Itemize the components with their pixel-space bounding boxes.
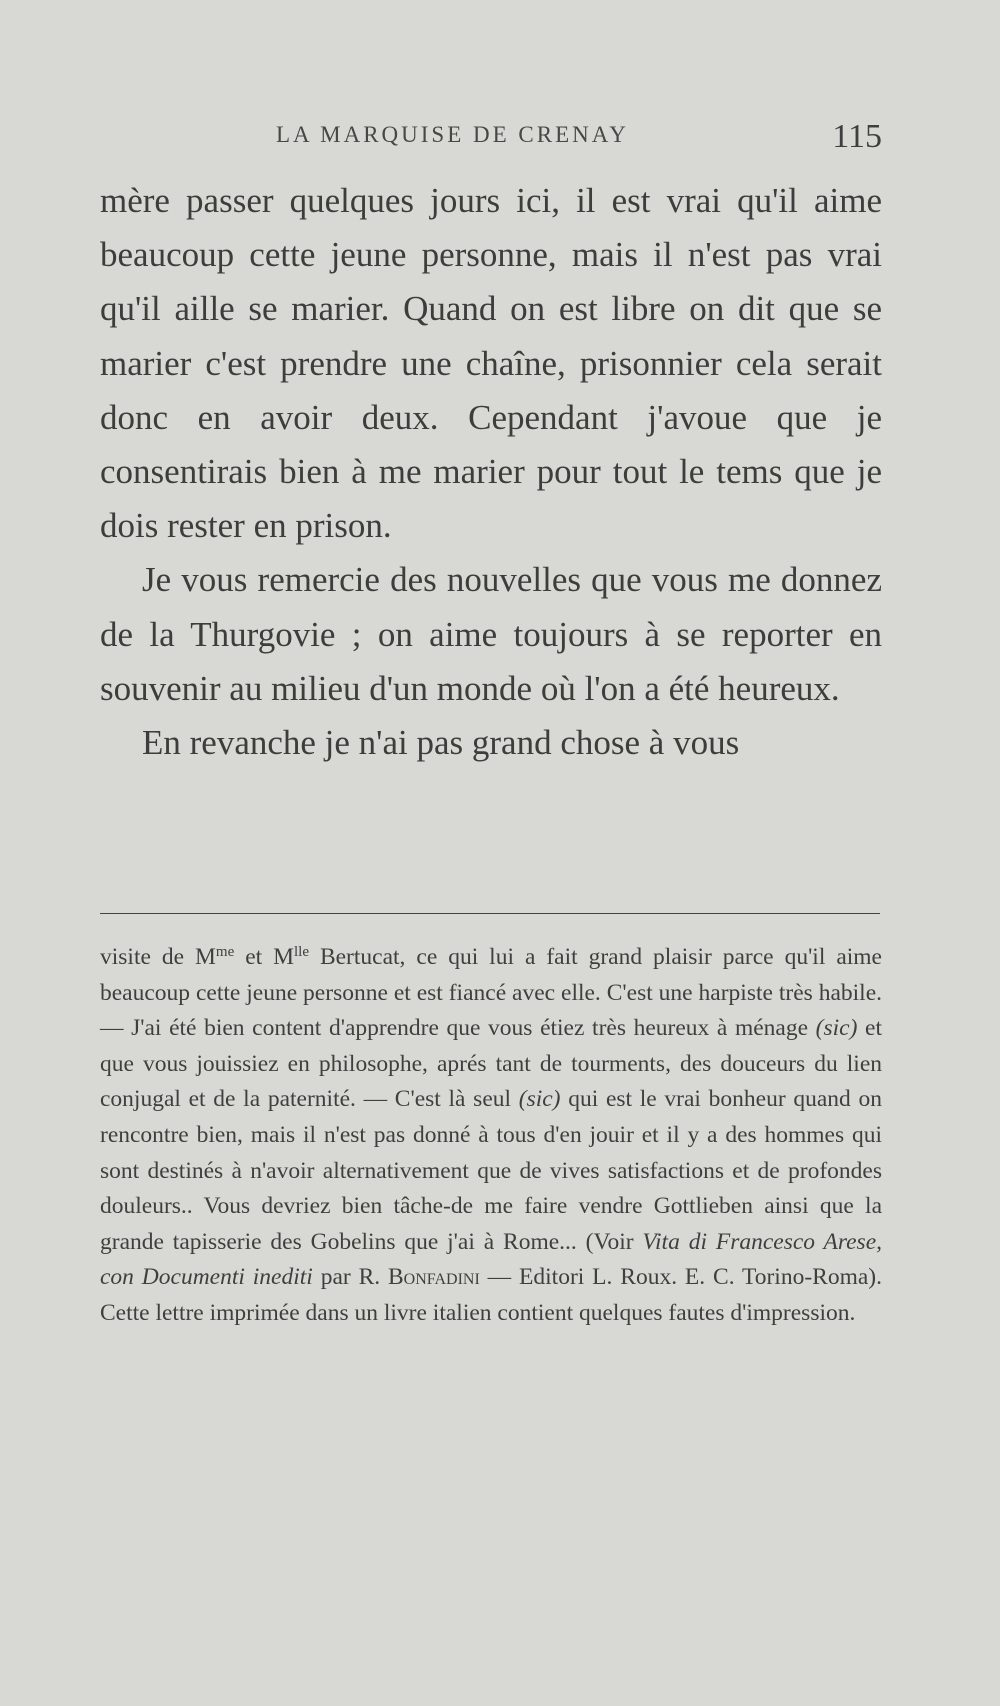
page-number: 115 [832,118,882,155]
superscript-me: me [215,944,235,960]
book-title: Vita di Francesco Arese, con Documenti inediti [100,1228,883,1291]
main-text [100,174,882,770]
footnote-segment: visite de M [100,944,216,970]
footnote-segment: qui est le vrai bonheur quand on rencontre bien, mais il n'est pas donné à tous d'en jouir et il y a des hommes qui sont destinés à n'avoir alternativement que de vives satisfactions et de profondes douleurs.. Vous devriez bien tâche-de me faire vendre Gottlieben ainsi que la grande tapisserie des Gobelins que j'ai à Rome... (Voir [100,1086,882,1255]
paragraph-revanche: En revanche je n'ai pas grand chose à vous [142,723,740,763]
superscript-lle: lle [294,944,309,960]
running-head-title: LA MARQUISE DE CRENAY [276,122,629,147]
paragraph-thurgovie: Je vous remercie des nouvelles que vous me donnez de la Thurgovie ; on aime toujours à se reporter en souvenir au milieu d'un monde où l'on a été heureux. [100,560,882,708]
paragraph-continued: mère passer quelques jours ici, il est vrai qu'il aime beaucoup cette jeune personne, mais il n'est pas vrai qu'il aille se marier. Quand on est libre on dit que se marier c'est prendre une chaîne, prisonnier cela serait donc en avoir deux. Cependant j'avoue que je consentirais bien à me marier pour tout le tems que je dois rester en prison. [100,181,882,546]
footnote-segment: — Editori L. Roux. E. C. Torino-Roma). Cette lettre imprimée dans un livre italien contient quelques fautes d'impression. [100,1264,882,1326]
footnote-segment: et M [234,944,294,970]
running-head [100,118,882,158]
footnote-segment: Bertucat, ce qui lui a fait grand plaisir parce qu'il aime beaucoup cette jeune personne et est fiancé avec elle. C'est une harpiste très habile. — J'ai été bien content d'apprendre que vous étiez très heureux à ménage [100,944,882,1042]
sic-note: (sic) [815,1015,858,1042]
footnote [100,940,882,1332]
footnote-segment: et que vous jouissiez en philosophe, aprés tant de tourments, des douceurs du lien conjugal et de la paternité. — C'est là seul [100,1015,883,1113]
footnote-text [100,940,882,1332]
sic-note: (sic) [518,1086,561,1113]
footnote-segment: par R. [312,1264,388,1291]
footnote-separator-rule [100,913,880,914]
author-name: Bonfadini [387,1264,480,1291]
